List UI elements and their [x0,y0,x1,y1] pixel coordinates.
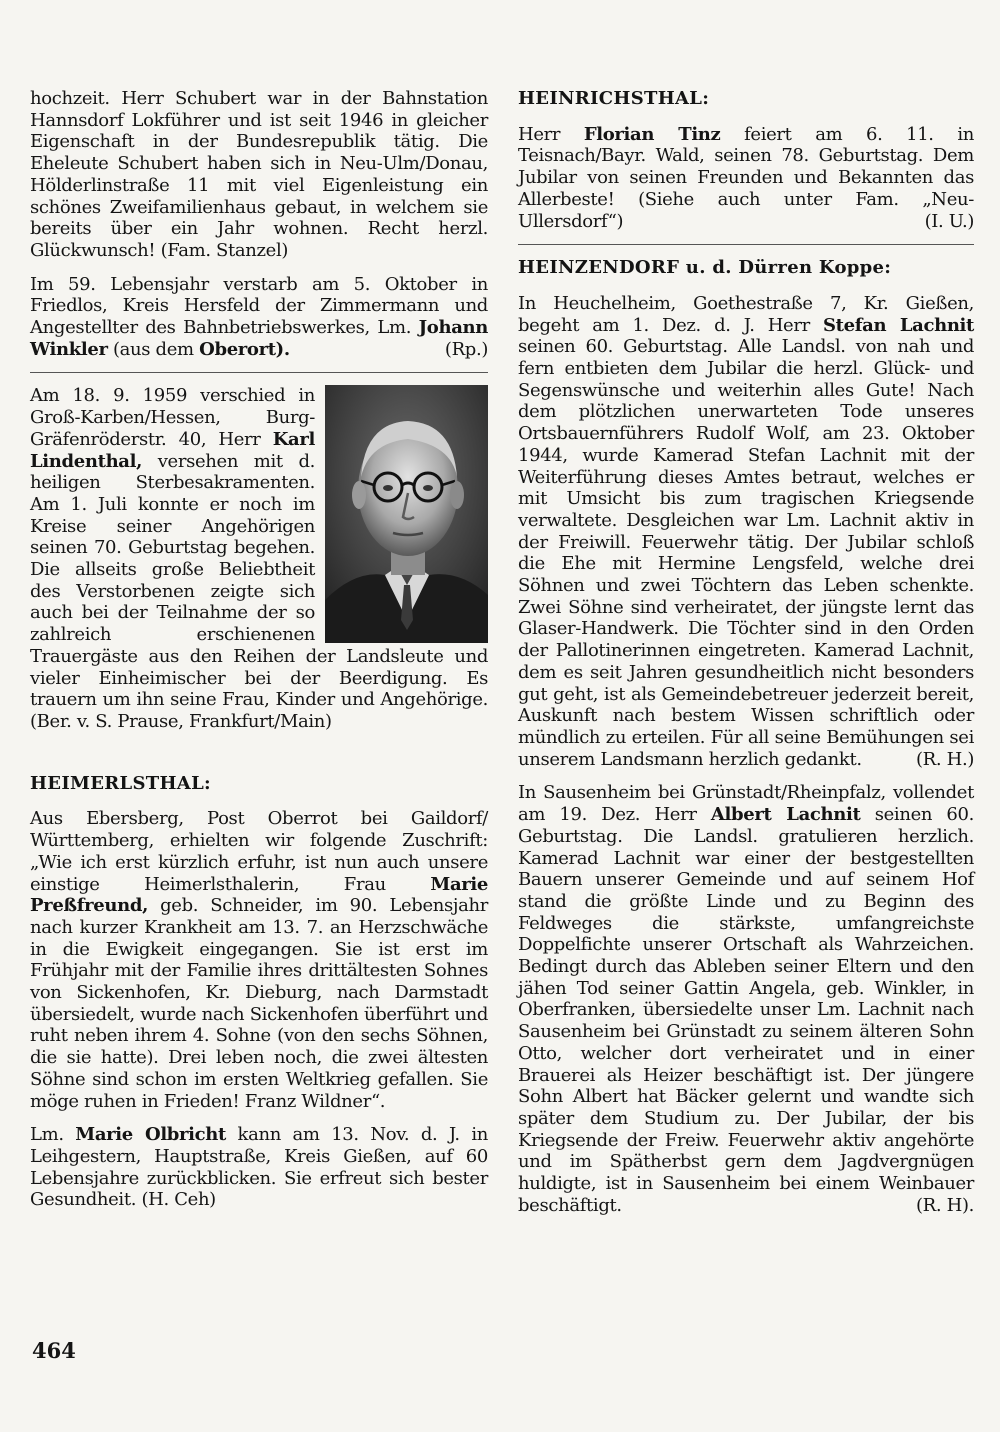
author-signature: (R. H). [915,1194,974,1216]
person-name: Marie Olbricht [75,1124,226,1146]
article-text: In Sausenheim bei Grünstadt/Rheinpfalz, vollendet am 19. Dez. Herr [518,782,974,826]
article-text: geb. Schneider, im 90. Lebensjahr nach kurzer Krankheit am 13. 7. an Herzschwäche in die Ewigkeit eingegangen. Sie ist erst im Frühjahr mit der Familie ihres drittältesten Sohnes von Sickenhofen, Kr. Dieburg, nach Darmstadt übersiedelt, wurde nach Sickenhofen überführt und ruht neben ihrem 4. Sohne (von den sechs Söhnen, die sie hatte). Drei leben noch, die zwei ältesten Söhne sind schon im ersten Weltkrieg gefallen. Sie möge ruhen in Frieden! Franz Wildner“. [30,895,488,1112]
article-text: Lm. [30,1124,76,1146]
article-text: Herr [518,123,584,145]
article-text: (aus dem [107,338,200,360]
person-name: Karl Lindenthal, [30,428,315,472]
article-text: Im 59. Lebensjahr verstarb am 5. Oktober in Friedlos, Kreis Hersfeld der Zimmermann und Angestellter des Bahnbetriebswerkes, Lm. [30,273,488,339]
article-text: In Heuchelheim, Goethestraße 7, Kr. Gießen, begeht am 1. Dez. d. J. Herr [518,292,974,336]
article-winkler [30,274,488,361]
person-name: Marie Preßfreund, [30,873,488,917]
article-stefan-lachnit [518,293,974,770]
article-text: Aus Ebersberg, Post Oberrot bei Gaildorf/ Württemberg, erhielten wir folgende Zuschrift: „Wie ich erst kürzlich erfuhr, ist nun auch unsere einstige Heimerlsthalerin, Frau [30,808,488,895]
article-text: kann am 13. Nov. d. J. in Leihgestern, Hauptstraße, Kreis Gießen, auf 60 Lebensjahre zurückblicken. Sie erfreut sich bester Gesundheit. (H. Ceh) [30,1124,488,1211]
divider [30,372,488,373]
section-heading-heinzendorf: HEINZENDORF u. d. Dürren Koppe: [518,257,892,279]
article-pressfreund [30,808,488,1112]
left-column [30,88,488,1223]
person-name: Johann Winkler [30,317,488,360]
article-text: Am 18. 9. 1959 verschied in Groß-Karben/Hessen, Burg-Gräfenröderstr. 40, Herr [30,385,315,450]
article-olbricht [30,1124,488,1211]
person-name: Florian Tinz [583,123,721,145]
article-text: seinen 60. Geburtstag. Alle Landsl. von nah und fern entbieten dem Jubilar die herzl. Glück- und Segenswünsche und weiterhin alles Gute! Nach dem plötzlichen unerwarteten Tode unseres Ortsbauernführers Rudolf Wolf, am 23. Oktober 1944, wurde Kamerad Stefan Lachnit mit der Weiterführung dieses Amtes betraut, welches er mit Umsicht bis zum tragischen Kriegsende verwaltete. Desgleichen war Lm. Lachnit aktiv in der Freiwill. Feuerwehr tätig. Der Jubilar schloß die Ehe mit Hermine Lengsfeld, welche drei Söhnen und zwei Töchtern das Leben schenkte. Zwei Söhne sind verheiratet, der jüngste lernt das Glaser-Handwerk. Die Töchter sind in den Orden der Pallotinerinnen eingetreten. Kamerad Lachnit, dem es seit Jahren gesundheitlich nicht besonders gut geht, ist als Gemeindebetreuer jederzeit bereit, Auskunft nach bestem Wissen schriftlich oder mündlich zu erteilen. Für all seine Bemühungen sei unserem Landsmann herzlich gedankt. [518,336,974,770]
portrait-image [325,385,488,643]
right-column [518,88,974,1228]
page-number: 464 [32,1338,76,1363]
article-text: seinen 60. Geburtstag. Die Landsl. gratulieren herzlich. Kamerad Lachnit war einer der bestgestellten Bauern unserer Gemeinde und auf seinem Hof stand die größte Linde und zu Beginn des Feldweges die stärkste, umfangreichste Doppelfichte unserer Ortschaft als Wahrzeichen. Bedingt durch das Ableben seiner Eltern und den jähen Tod seiner Gattin Angela, geb. Winkler, in Oberfranken, übersiedelte unser Lm. Lachnit nach Sausenheim bei Grünstadt zu seinem älteren Sohn Otto, welcher dort verheiratet und in einer Brauerei als Heizer beschäftigt ist. Der jüngere Sohn Albert hat Bäcker gelernt und wandte sich später dem Studium zu. Der Jubilar, der bis Kriegsende der Freiw. Feuerwehr aktiv angehörte und im Spätherbst gern dem Jagdvergnügen huldigte, ist in Sausenheim bei einem Weinbauer beschäftigt. [518,804,974,1216]
place-name: Oberort). [199,338,290,360]
portrait-photo [325,385,488,643]
author-signature: (R. H.) [915,748,974,770]
section-heading-heinrichsthal: HEINRICHSTHAL: [518,88,710,109]
author-signature: (Rp.) [444,338,488,360]
article-tinz [518,124,974,233]
article-lindenthal [30,385,488,732]
article-albert-lachnit [518,782,974,1216]
author-signature: (I. U.) [924,210,974,232]
divider [518,244,974,245]
person-name: Albert Lachnit [710,804,861,826]
article-text: feiert am 6. 11. in Teisnach/Bayr. Wald, seinen 78. Geburtstag. Dem Jubilar von seinen Freunden und Bekannten das Allerbeste! (Siehe auch unter Fam. „Neu-Ullersdorf“) [518,123,974,232]
article-text: versehen mit d. heiligen Sterbesakramenten. Am 1. Juli konnte er noch im Kreise seiner Angehörigen seinen 70. Geburtstag begehen. Die allseits große Beliebtheit des Verstorbenen zeigte sich auch bei der Teilnahme der so zahlreich erschienenen Trauergäste aus den Reihen der Landsleute und vieler Einheimischer bei der Beerdigung. Es trauern um ihn seine Frau, Kinder und Angehörige. (Ber. v. S. Prause, Frankfurt/Main) [30,450,488,732]
article-schubert: hochzeit. Herr Schubert war in der Bahnstation Hannsdorf Lokführer und ist seit 1946 in gleicher Eigenschaft in der Bundesrepublik tätig. Die Eheleute Schubert haben sich in Neu-Ulm/Donau, Hölderlinstraße 11 mit viel Eigenleistung ein schönes Zweifamilienhaus gebaut, in welchem sie bereits über ein Jahr wohnen. Recht herzl. Glückwunsch! (Fam. Stanzel) [30,88,488,261]
section-heading-heimerlsthal: HEIMERLSTHAL: [30,772,211,794]
person-name: Stefan Lachnit [823,314,975,336]
